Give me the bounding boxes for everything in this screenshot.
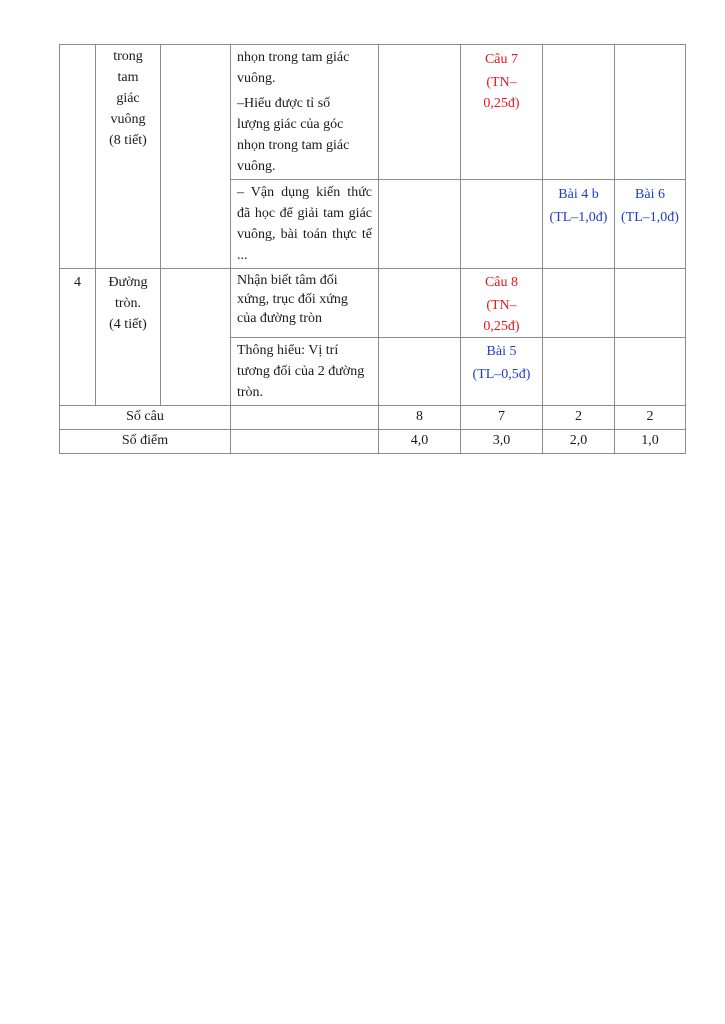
topic-name-cell [96, 269, 161, 406]
requirement-text: – Vận dụng kiến thức đã học để giải tam giác vuông, bài toán thực tế ... [237, 185, 372, 263]
level3-cell [543, 269, 615, 338]
total-value: 7 [461, 406, 543, 430]
total-row-points [60, 430, 686, 454]
level3-cell [543, 338, 615, 406]
requirement-line: nhọn trong tam giác [237, 50, 350, 65]
requirement-line: nhọn trong tam giác [237, 138, 350, 153]
requirement-cell [231, 45, 379, 180]
topic-name-line: giác [116, 91, 140, 106]
level1-cell [379, 338, 461, 406]
total-value: 2 [615, 406, 686, 430]
question-label: Bài 6 [635, 187, 665, 202]
level4-cell [615, 180, 686, 269]
question-label: Bài 5 [486, 344, 517, 359]
requirement-line: vuông. [237, 71, 276, 86]
total-label: Số điểm [60, 430, 231, 454]
question-score: 0,25đ) [483, 96, 520, 111]
table-row [60, 269, 686, 338]
question-label: Bài 4 b [558, 187, 599, 202]
question-score: (TN– [486, 298, 517, 313]
requirement-line: tròn. [237, 385, 264, 400]
level3-cell [543, 45, 615, 180]
unit-cell [161, 45, 231, 269]
question-score: 0,25đ) [483, 319, 520, 334]
index-cell [60, 45, 96, 269]
question-label: Câu 8 [484, 275, 519, 290]
question-label: Câu 7 [484, 52, 519, 67]
total-value: 4,0 [379, 430, 461, 454]
topic-name-line: tròn. [114, 296, 142, 311]
topic-name-line: Đường [108, 275, 148, 290]
level2-cell [461, 45, 543, 180]
topic-name-line: trong [113, 49, 143, 64]
empty-cell [231, 430, 379, 454]
requirement-line: vuông. [237, 159, 276, 174]
requirement-line: –Hiểu được tỉ số [237, 96, 331, 111]
question-score: (TN– [486, 75, 517, 90]
requirement-cell [231, 269, 379, 338]
topic-name-line: tam [117, 70, 139, 85]
requirement-line: xứng, trục đối xứng [237, 292, 348, 307]
level4-cell [615, 338, 686, 406]
total-value: 8 [379, 406, 461, 430]
level2-cell [461, 338, 543, 406]
total-value: 3,0 [461, 430, 543, 454]
topic-index: 4 [74, 275, 81, 290]
level1-cell [379, 269, 461, 338]
topic-name-line: (8 tiết) [109, 133, 147, 148]
question-score: (TL–1,0đ) [549, 210, 608, 225]
requirement-cell [231, 180, 379, 269]
total-label: Số câu [60, 406, 231, 430]
level3-cell [543, 180, 615, 269]
total-value: 2,0 [543, 430, 615, 454]
total-row-questions [60, 406, 686, 430]
total-value: 2 [543, 406, 615, 430]
topic-name-cell [96, 45, 161, 269]
unit-cell [161, 269, 231, 406]
requirement-line: Thông hiểu: Vị trí [237, 343, 339, 358]
index-cell [60, 269, 96, 406]
total-value: 1,0 [615, 430, 686, 454]
level2-cell [461, 180, 543, 269]
requirement-line: Nhận biết tâm đối [237, 273, 338, 288]
level4-cell [615, 269, 686, 338]
requirement-line: tương đối của 2 đường [237, 364, 365, 379]
requirement-cell [231, 338, 379, 406]
level2-cell [461, 269, 543, 338]
question-score: (TL–0,5đ) [472, 367, 531, 382]
empty-cell [231, 406, 379, 430]
level1-cell [379, 45, 461, 180]
topic-name-line: (4 tiết) [109, 317, 147, 332]
topic-name-line: vuông [110, 112, 146, 127]
level1-cell [379, 180, 461, 269]
question-score: (TL–1,0đ) [621, 210, 679, 225]
matrix-table [59, 44, 686, 454]
level4-cell [615, 45, 686, 180]
requirement-line: của đường tròn [237, 311, 322, 326]
requirement-line: lượng giác của góc [237, 117, 344, 132]
table-row [60, 45, 686, 180]
